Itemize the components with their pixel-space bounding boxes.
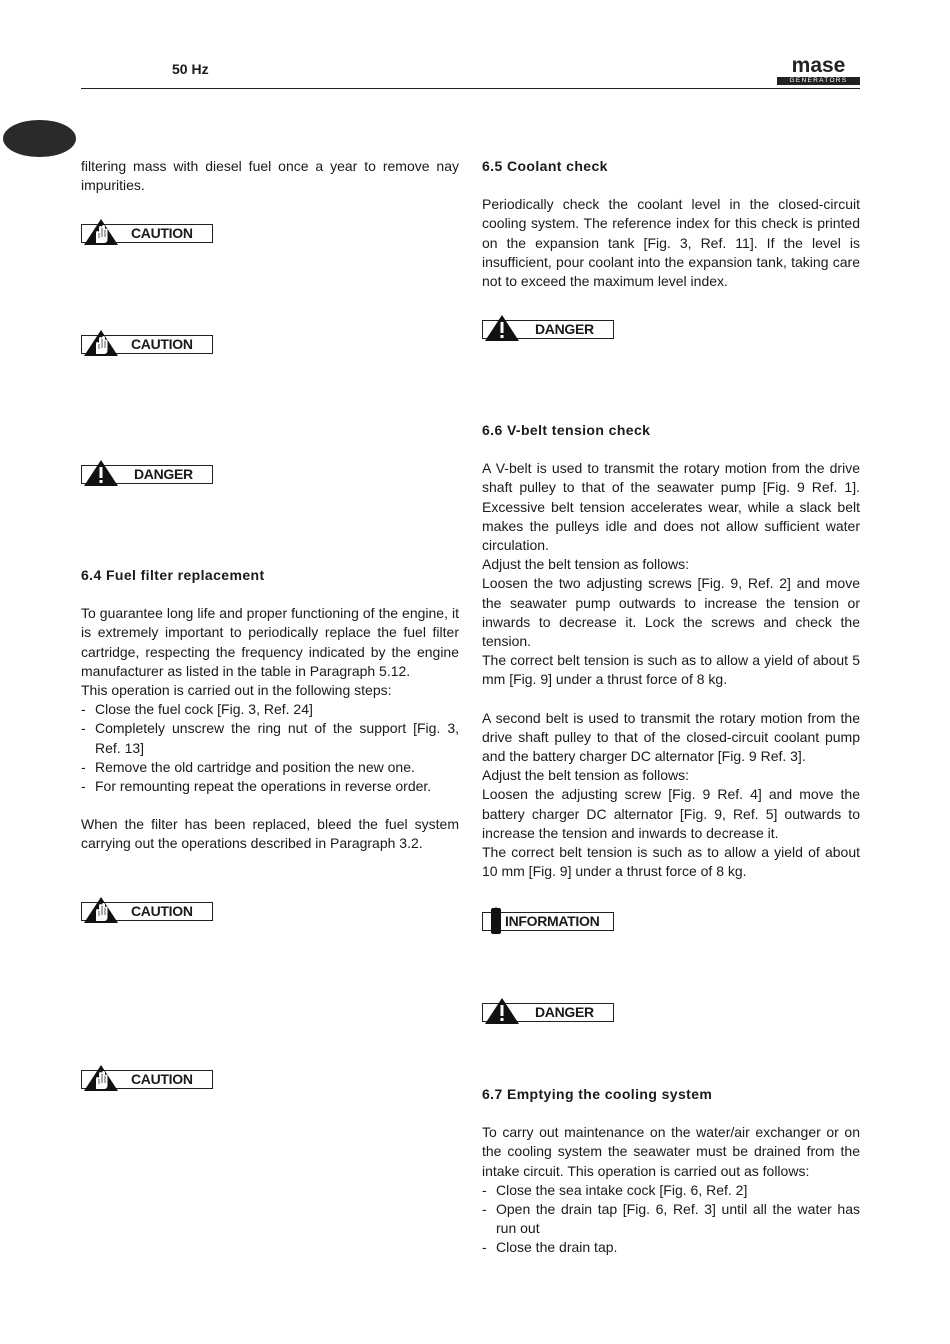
section-6-4 xyxy=(81,566,459,854)
danger-exclamation-icon xyxy=(484,997,520,1025)
danger-badge xyxy=(81,463,213,485)
list-item: - Open the drain tap [Fig. 6, Ref. 3] until all the water has run out xyxy=(482,1201,860,1237)
paragraph: This operation is carried out in the following steps: xyxy=(81,682,392,699)
list-item: - Completely unscrew the ring nut of the support [Fig. 3, Ref. 13] xyxy=(81,720,459,756)
information-label: INFORMATION xyxy=(505,913,600,929)
caution-hand-icon xyxy=(83,218,119,246)
heading-6-4: 6.4 Fuel filter replacement xyxy=(81,567,265,583)
information-badge xyxy=(482,910,614,932)
caution-label: CAUTION xyxy=(131,903,193,919)
danger-label: DANGER xyxy=(535,321,594,337)
paragraph: Adjust the belt tension as follows: xyxy=(482,556,690,573)
intro-paragraph: filtering mass with diesel fuel once a year to remove nay impurities. xyxy=(81,158,459,194)
header-rule xyxy=(81,88,860,89)
logo-subtitle: GENERATORS xyxy=(789,77,848,84)
paragraph: Periodically check the coolant level in the closed-circuit cooling system. The reference index for this check is printed on the expansion tank [Fig. 3, Ref. 11]. If the level is insufficient, pour coolant into the expansion tank, taking care not to exceed the maximum level index. xyxy=(482,196,860,290)
list-item: - Close the fuel cock [Fig. 3, Ref. 24] xyxy=(81,701,313,718)
heading-6-7: 6.7 Emptying the cooling system xyxy=(482,1086,713,1102)
list-item: - For remounting repeat the operations in reverse order. xyxy=(81,778,432,795)
caution-hand-icon xyxy=(83,1064,119,1092)
caution-badge xyxy=(81,222,213,244)
heading-6-5: 6.5 Coolant check xyxy=(482,158,608,174)
paragraph: A second belt is used to transmit the rotary motion from the drive shaft pulley to that of the closed-circuit coolant pump and the battery charger DC alternator [Fig. 9 Ref. 3]. xyxy=(482,709,860,765)
paragraph: To carry out maintenance on the water/air exchanger or on the cooling system the seawater must be drained from the intake circuit. This operation is carried out as follows: xyxy=(482,1124,860,1179)
danger-badge xyxy=(482,1001,614,1023)
list-item: - Remove the old cartridge and position the new one. xyxy=(81,758,415,775)
caution-badge xyxy=(81,900,213,922)
mase-logo xyxy=(777,54,860,86)
logo-wordmark: mase xyxy=(791,54,846,77)
paragraph: A V-belt is used to transmit the rotary motion from the drive shaft pulley to that of the seawater pump [Fig. 9 Ref. 1]. Excessive belt tension accelerates wear, while a slack belt makes the pulleys idle and does not allow sufficient water circulation. xyxy=(482,460,860,554)
paragraph: The correct belt tension is such as to allow a yield of about 5 mm [Fig. 9] under a thrust force of 8 kg. xyxy=(482,652,860,688)
caution-label: CAUTION xyxy=(131,336,193,352)
section-6-6 xyxy=(482,421,860,881)
list-item: - Close the drain tap. xyxy=(482,1239,618,1256)
section-6-7 xyxy=(482,1085,860,1258)
section-6-5 xyxy=(482,157,860,291)
caution-label: CAUTION xyxy=(131,225,193,241)
paragraph: Loosen the two adjusting screws [Fig. 9, Ref. 2] and move the seawater pump outwards to increase the tension or inwards to decrease it. Lock the screws and check the tension. xyxy=(482,575,860,650)
caution-badge xyxy=(81,1068,213,1090)
caution-label: CAUTION xyxy=(131,1071,193,1087)
danger-badge xyxy=(482,318,614,340)
paragraph: When the filter has been replaced, bleed the fuel system carrying out the operations described in Paragraph 3.2. xyxy=(81,816,459,852)
caution-badge xyxy=(81,333,213,355)
section-tab xyxy=(3,120,76,157)
danger-exclamation-icon xyxy=(83,459,119,487)
left-column xyxy=(81,157,459,195)
paragraph: To guarantee long life and proper functioning of the engine, it is extremely important to periodically replace the fuel filter cartridge, respecting the frequency indicated by the engine manufacturer as listed in the table in Paragraph 5.12. xyxy=(81,605,459,679)
heading-6-6: 6.6 V-belt tension check xyxy=(482,422,651,438)
danger-exclamation-icon xyxy=(484,314,520,342)
caution-hand-icon xyxy=(83,329,119,357)
header-frequency: 50 Hz xyxy=(172,61,209,77)
list-item: - Close the sea intake cock [Fig. 6, Ref. 2] xyxy=(482,1181,748,1198)
caution-hand-icon xyxy=(83,896,119,924)
paragraph: Loosen the adjusting screw [Fig. 9 Ref. 4] and move the battery charger DC alternator [Fig. 9, Ref. 5] outwards to increase the tension and inwards to decrease it. xyxy=(482,786,860,841)
danger-label: DANGER xyxy=(134,466,193,482)
paragraph: Adjust the belt tension as follows: xyxy=(482,767,690,784)
paragraph: The correct belt tension is such as to allow a yield of about 10 mm [Fig. 9] under a thrust force of 8 kg. xyxy=(482,844,860,880)
danger-label: DANGER xyxy=(535,1004,594,1020)
